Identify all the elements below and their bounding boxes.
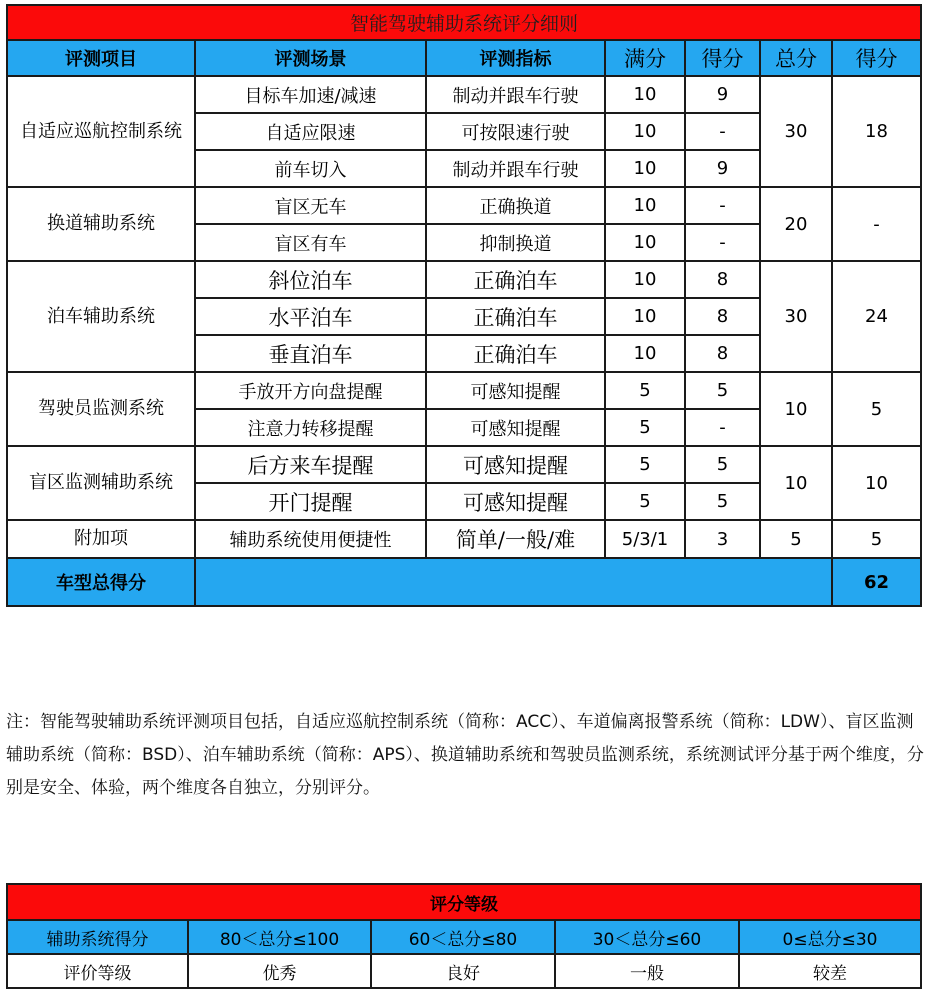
- test-scene: 手放开方向盘提醒: [195, 372, 426, 409]
- obtained-score: -: [685, 113, 760, 150]
- obtained-score: 5: [685, 483, 760, 520]
- obtained-score: 8: [685, 298, 760, 335]
- full-score: 10: [605, 298, 685, 335]
- table-row: [7, 520, 921, 558]
- obtained-score: 3: [685, 520, 760, 558]
- test-metric: 可感知提醒: [426, 409, 605, 446]
- grade-range-average: 30＜总分≤60: [555, 920, 739, 954]
- full-score: 5: [605, 372, 685, 409]
- test-item: 换道辅助系统: [7, 187, 195, 261]
- table-row: [7, 187, 921, 224]
- grade-range-excellent: 80＜总分≤100: [188, 920, 371, 954]
- grade-poor: 较差: [739, 954, 921, 988]
- obtained-score: -: [685, 224, 760, 261]
- scoring-rules-table: [6, 4, 922, 607]
- group-total: 10: [760, 372, 832, 446]
- obtained-score: 8: [685, 261, 760, 298]
- test-item: 自适应巡航控制系统: [7, 76, 195, 187]
- group-score: 5: [832, 372, 921, 446]
- test-item: 盲区监测辅助系统: [7, 446, 195, 520]
- table-title: 智能驾驶辅助系统评分细则: [7, 5, 921, 40]
- test-metric: 正确泊车: [426, 261, 605, 298]
- test-scene: 斜位泊车: [195, 261, 426, 298]
- test-scene: 目标车加速/减速: [195, 76, 426, 113]
- test-scene: 水平泊车: [195, 298, 426, 335]
- table-note: 注：智能驾驶辅助系统评测项目包括，自适应巡航控制系统（简称：ACC）、车道偏离报警系统（简称：LDW）、盲区监测辅助系统（简称：BSD）、泊车辅助系统（简称：APS）、换道辅助系统和驾驶员监测系统，系统测试评分基于两个维度，分别是安全、体验，两个维度各自独立，分别评分。: [6, 712, 924, 798]
- test-item: 附加项: [7, 520, 195, 558]
- test-item: 驾驶员监测系统: [7, 372, 195, 446]
- test-scene: 前车切入: [195, 150, 426, 187]
- grade-range-good: 60＜总分≤80: [371, 920, 555, 954]
- group-total: 20: [760, 187, 832, 261]
- group-total: 30: [760, 76, 832, 187]
- group-score: 24: [832, 261, 921, 372]
- group-score: -: [832, 187, 921, 261]
- test-scene: 盲区有车: [195, 224, 426, 261]
- test-metric: 可感知提醒: [426, 446, 605, 483]
- obtained-score: 5: [685, 446, 760, 483]
- full-score: 5: [605, 409, 685, 446]
- group-score: 5: [832, 520, 921, 558]
- table-row: [7, 76, 921, 113]
- group-total: 10: [760, 446, 832, 520]
- test-metric: 正确泊车: [426, 335, 605, 372]
- grade-good: 良好: [371, 954, 555, 988]
- test-scene: 后方来车提醒: [195, 446, 426, 483]
- test-scene: 垂直泊车: [195, 335, 426, 372]
- full-score: 5: [605, 483, 685, 520]
- obtained-score: 5: [685, 372, 760, 409]
- total-score-value: 62: [832, 558, 921, 606]
- test-scene: 辅助系统使用便捷性: [195, 520, 426, 558]
- group-total: 30: [760, 261, 832, 372]
- full-score: 10: [605, 335, 685, 372]
- test-scene: 注意力转移提醒: [195, 409, 426, 446]
- header-item: 评测项目: [7, 40, 195, 76]
- group-total: 5: [760, 520, 832, 558]
- test-metric: 可感知提醒: [426, 483, 605, 520]
- header-full-score: 满分: [605, 40, 685, 76]
- group-score: 18: [832, 76, 921, 187]
- full-score: 5/3/1: [605, 520, 685, 558]
- header-metric: 评测指标: [426, 40, 605, 76]
- grade-header-label: 辅助系统得分: [7, 920, 188, 954]
- grade-average: 一般: [555, 954, 739, 988]
- test-scene: 自适应限速: [195, 113, 426, 150]
- test-metric: 可按限速行驶: [426, 113, 605, 150]
- obtained-score: -: [685, 409, 760, 446]
- total-score-label: 车型总得分: [7, 558, 195, 606]
- header-score: 得分: [685, 40, 760, 76]
- obtained-score: 8: [685, 335, 760, 372]
- grade-table-title: 评分等级: [7, 884, 921, 920]
- test-scene: 开门提醒: [195, 483, 426, 520]
- table-row: [7, 372, 921, 409]
- full-score: 5: [605, 446, 685, 483]
- test-metric: 制动并跟车行驶: [426, 150, 605, 187]
- table-row: [7, 261, 921, 298]
- test-metric: 简单/一般/难: [426, 520, 605, 558]
- test-metric: 正确换道: [426, 187, 605, 224]
- grade-range-poor: 0≤总分≤30: [739, 920, 921, 954]
- grade-row-label: 评价等级: [7, 954, 188, 988]
- grade-levels-table: [6, 883, 922, 989]
- test-metric: 可感知提醒: [426, 372, 605, 409]
- full-score: 10: [605, 76, 685, 113]
- test-scene: 盲区无车: [195, 187, 426, 224]
- header-total: 总分: [760, 40, 832, 76]
- test-metric: 制动并跟车行驶: [426, 76, 605, 113]
- full-score: 10: [605, 113, 685, 150]
- full-score: 10: [605, 224, 685, 261]
- header-scene: 评测场景: [195, 40, 426, 76]
- full-score: 10: [605, 261, 685, 298]
- total-score-spacer: [195, 558, 832, 606]
- obtained-score: 9: [685, 76, 760, 113]
- group-score: 10: [832, 446, 921, 520]
- table-row: [7, 446, 921, 483]
- header-group-score: 得分: [832, 40, 921, 76]
- obtained-score: 9: [685, 150, 760, 187]
- test-metric: 正确泊车: [426, 298, 605, 335]
- grade-excellent: 优秀: [188, 954, 371, 988]
- test-item: 泊车辅助系统: [7, 261, 195, 372]
- test-metric: 抑制换道: [426, 224, 605, 261]
- full-score: 10: [605, 150, 685, 187]
- full-score: 10: [605, 187, 685, 224]
- obtained-score: -: [685, 187, 760, 224]
